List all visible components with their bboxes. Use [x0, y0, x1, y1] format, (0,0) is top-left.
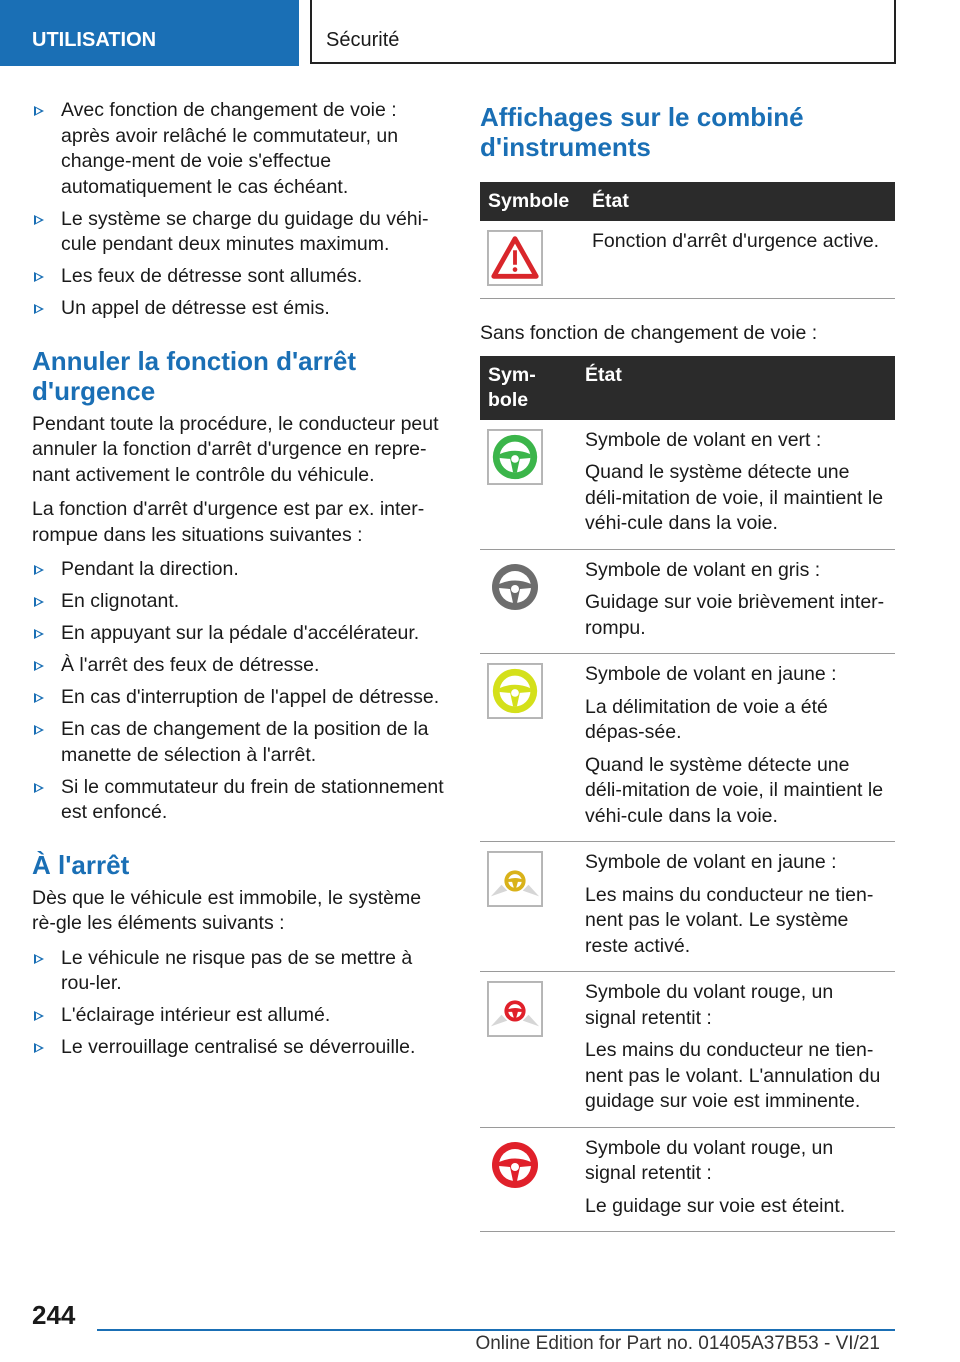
bullet-triangle-icon	[34, 106, 44, 116]
list-item: En appuyant sur la pédale d'accélérateur.	[32, 621, 446, 647]
state-line: Symbole de volant en jaune :	[585, 851, 837, 873]
emergency-symbol-table	[480, 182, 895, 299]
state-line: Le guidage sur voie est éteint.	[585, 1194, 846, 1217]
cancel-bullet-list	[32, 557, 446, 826]
table-row	[480, 420, 895, 550]
cancel-heading: Annuler la fonction d'arrêt d'urgence	[32, 345, 356, 406]
state-line: Quand le système détecte une déli-mitation de voie, il maintient le véhi-cule dans la voie.	[585, 461, 884, 534]
column-header-state: État	[584, 182, 895, 221]
steering-wheel-red-icon	[487, 1137, 543, 1193]
list-item: L'éclairage intérieur est allumé.	[32, 1003, 446, 1029]
bullet-triangle-icon	[34, 783, 44, 793]
left-column	[32, 98, 446, 1067]
column-header-symbol: Sym-bole	[480, 356, 577, 420]
state-line: Quand le système détecte une déli-mitation de voie, il maintient le véhi-cule dans la voie.	[585, 753, 884, 827]
bullet-triangle-icon	[34, 661, 44, 671]
stop-heading: À l'arrêt	[32, 849, 130, 880]
table-header-row	[480, 356, 895, 420]
list-item: Le véhicule ne risque pas de se mettre à rou-ler.	[32, 946, 446, 997]
list-item: Si le commutateur du frein de stationnement est enfoncé.	[32, 775, 446, 826]
intro-bullet-list	[32, 98, 446, 322]
bullet-triangle-icon	[34, 693, 44, 703]
lane-guidance-symbol-table	[480, 356, 895, 1233]
table-row	[480, 972, 895, 1128]
indicators-heading: Affichages sur le combiné d'instruments	[480, 102, 804, 162]
section-title: Sécurité	[310, 0, 896, 64]
table-row	[480, 221, 895, 299]
state-cell: Fonction d'arrêt d'urgence active.	[584, 221, 895, 299]
bullet-triangle-icon	[34, 304, 44, 314]
cancel-paragraph-1: Pendant toute la procédure, le conducteur peut annuler la fonction d'arrêt d'urgence en repre-nant activement le contrôle du véhicule.	[32, 412, 439, 486]
list-item: Un appel de détresse est émis.	[32, 296, 446, 322]
stop-bullet-list	[32, 946, 446, 1061]
bullet-triangle-icon	[34, 597, 44, 607]
column-header-symbol: Symbole	[480, 182, 584, 221]
list-item: Le verrouillage centralisé se déverrouille.	[32, 1035, 446, 1061]
state-line: Symbole de volant en jaune :	[585, 663, 837, 685]
hands-off-red-icon	[487, 981, 543, 1037]
list-item: Avec fonction de changement de voie : après avoir relâché le commutateur, un change-ment de voie s'effectue automatiquement le cas échéant.	[32, 98, 446, 200]
steering-wheel-green-icon	[487, 429, 543, 485]
state-line: Les mains du conducteur ne tien-nent pas le volant. L'annulation du guidage sur voie est imminente.	[585, 1039, 881, 1112]
list-item: À l'arrêt des feux de détresse.	[32, 653, 446, 679]
bullet-triangle-icon	[34, 215, 44, 225]
table-row	[480, 842, 895, 972]
page-number: 244	[32, 1300, 76, 1330]
list-item: Pendant la direction.	[32, 557, 446, 583]
table-row	[480, 654, 895, 842]
stop-paragraph: Dès que le véhicule est immobile, le système rè-gle les éléments suivants :	[32, 886, 422, 934]
steering-wheel-yellow-icon	[487, 663, 543, 719]
footer-divider	[97, 1329, 895, 1331]
state-line: Guidage sur voie brièvement inter-rompu.	[585, 591, 885, 639]
table-header-row	[480, 182, 895, 221]
state-line: Symbole du volant rouge, un signal retentit :	[585, 1136, 834, 1184]
list-item: Le système se charge du guidage du véhi-cule pendant deux minutes maximum.	[32, 207, 446, 258]
warning-triangle-icon	[487, 230, 543, 286]
table-row	[480, 1127, 895, 1232]
list-item: Les feux de détresse sont allumés.	[32, 264, 446, 290]
hands-off-yellow-icon	[487, 851, 543, 907]
column-header-state: État	[577, 356, 895, 420]
bullet-triangle-icon	[34, 1043, 44, 1053]
state-line: La délimitation de voie a été dépas-sée.	[585, 695, 828, 743]
list-item: En cas d'interruption de l'appel de détresse.	[32, 685, 446, 711]
steering-wheel-gray-icon	[487, 559, 543, 615]
page-header	[0, 0, 960, 66]
list-item: En cas de changement de la position de la manette de sélection à l'arrêt.	[32, 717, 446, 768]
bullet-triangle-icon	[34, 1011, 44, 1021]
state-line: Symbole du volant rouge, un signal retentit :	[585, 981, 834, 1029]
bullet-triangle-icon	[34, 954, 44, 964]
edition-note: Online Edition for Part no. 01405A37B53 - VI/21	[475, 1333, 880, 1354]
cancel-paragraph-2: La fonction d'arrêt d'urgence est par ex. inter-rompue dans les situations suivantes :	[32, 498, 425, 546]
state-line: Symbole de volant en vert :	[585, 428, 822, 451]
list-item: En clignotant.	[32, 589, 446, 615]
without-lane-change-label: Sans fonction de changement de voie :	[480, 322, 818, 344]
bullet-triangle-icon	[34, 725, 44, 735]
state-line: Les mains du conducteur ne tien-nent pas le volant. Le système reste activé.	[585, 883, 874, 957]
chapter-tab: UTILISATION	[0, 0, 299, 66]
right-column	[480, 102, 895, 1232]
bullet-triangle-icon	[34, 565, 44, 575]
state-line: Symbole de volant en gris :	[585, 558, 821, 581]
bullet-triangle-icon	[34, 629, 44, 639]
bullet-triangle-icon	[34, 272, 44, 282]
table-row	[480, 549, 895, 654]
